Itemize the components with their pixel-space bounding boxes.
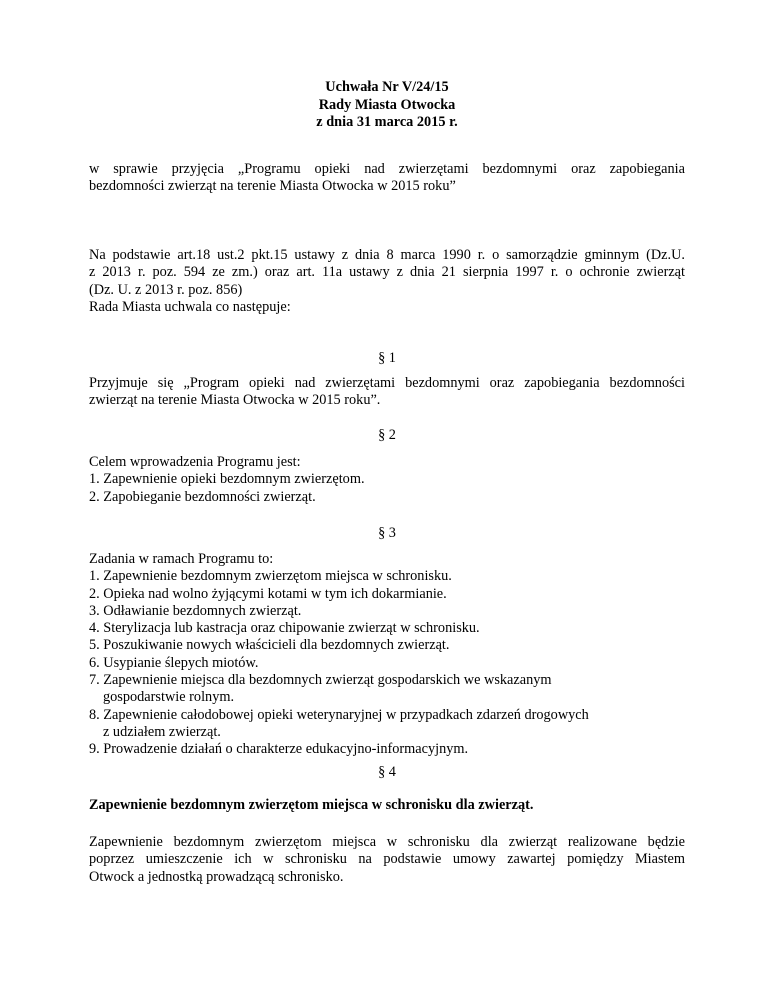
subject-line: w sprawie przyjęcia „Programu opieki nad zwierzętami bezdomnymi oraz zapobiegania <box>89 161 685 177</box>
section-3-intro: Zadania w ramach Programu to: <box>89 551 274 567</box>
list-item: 7. Zapewnienie miejsca dla bezdomnych zwierząt gospodarskich we wskazanym <box>89 672 552 689</box>
section-1-text <box>89 375 685 410</box>
subject-line: bezdomności zwierząt na terenie Miasta Otwocka w 2015 roku” <box>89 178 456 195</box>
section-4-heading-text: Zapewnienie bezdomnym zwierzętom miejsca w schronisku dla zwierząt. <box>89 797 534 813</box>
list-item: 1. Zapewnienie bezdomnym zwierzętom miejsca w schronisku. <box>89 568 452 585</box>
legal-basis-line: z 2013 r. poz. 594 ze zm.) oraz art. 11a ustawy z dnia 21 sierpnia 1997 r. o ochronie zwierząt <box>89 264 685 281</box>
resolution-date: z dnia 31 marca 2015 r. <box>316 114 458 130</box>
list-item: 3. Odławianie bezdomnych zwierząt. <box>89 602 302 619</box>
section-sign-2: § 2 <box>378 427 396 443</box>
list-item: 1. Zapewnienie opieki bezdomnym zwierzętom. <box>89 471 365 488</box>
council-name: Rady Miasta Otwocka <box>318 96 456 113</box>
legal-basis-line: Na podstawie art.18 ust.2 pkt.15 ustawy z dnia 8 marca 1990 r. o samorządzie gminnym (Dz.U. <box>89 247 685 263</box>
list-item: 2. Opieka nad wolno żyjącymi kotami w tym ich dokarmianie. <box>89 585 447 602</box>
section-sign-3: § 3 <box>378 525 396 541</box>
list-item: 9. Prowadzenie działań o charakterze edukacyjno-informacyjnym. <box>89 741 469 758</box>
resolution-number: Uchwała Nr V/24/15 <box>325 79 449 95</box>
legal-basis-line: (Dz. U. z 2013 r. poz. 856) <box>89 281 243 298</box>
resolution-subject <box>89 161 685 196</box>
section-4-line: Otwock a jednostką prowadzącą schronisko. <box>89 868 344 885</box>
section-sign-4: § 4 <box>378 764 396 780</box>
section-1-line: zwierząt na terenie Miasta Otwocka w 2015 roku”. <box>89 392 381 409</box>
list-item-continuation: gospodarstwie rolnym. <box>103 689 235 706</box>
list-item: 5. Poszukiwanie nowych właścicieli dla bezdomnych zwierząt. <box>89 637 450 654</box>
section-3-text <box>89 551 685 759</box>
section-2-intro: Celem wprowadzenia Programu jest: <box>89 454 301 470</box>
section-4-line: poprzez umieszczenie ich w schronisku na podstawie umowy zawartej pomiędzy Miastem <box>89 851 685 868</box>
list-item-continuation: z udziałem zwierząt. <box>103 723 221 740</box>
resolution-header <box>89 79 685 132</box>
section-4-line: Zapewnienie bezdomnym zwierzętom miejsca w schronisku dla zwierząt realizowane będzie <box>89 834 685 850</box>
legal-basis-line: Rada Miasta uchwala co następuje: <box>89 298 291 315</box>
section-2-text <box>89 454 685 506</box>
section-4-text <box>89 834 685 886</box>
section-sign-1: § 1 <box>378 350 396 366</box>
section-1-line: Przyjmuje się „Program opieki nad zwierzętami bezdomnymi oraz zapobiegania bezdomności <box>89 375 685 391</box>
list-item: 8. Zapewnienie całodobowej opieki weterynaryjnej w przypadkach zdarzeń drogowych <box>89 706 589 723</box>
legal-basis <box>89 247 685 316</box>
list-item: 4. Sterylizacja lub kastracja oraz chipowanie zwierząt w schronisku. <box>89 620 480 637</box>
list-item: 2. Zapobieganie bezdomności zwierząt. <box>89 488 316 505</box>
list-item: 6. Usypianie ślepych miotów. <box>89 654 259 671</box>
section-4-heading <box>89 797 685 814</box>
